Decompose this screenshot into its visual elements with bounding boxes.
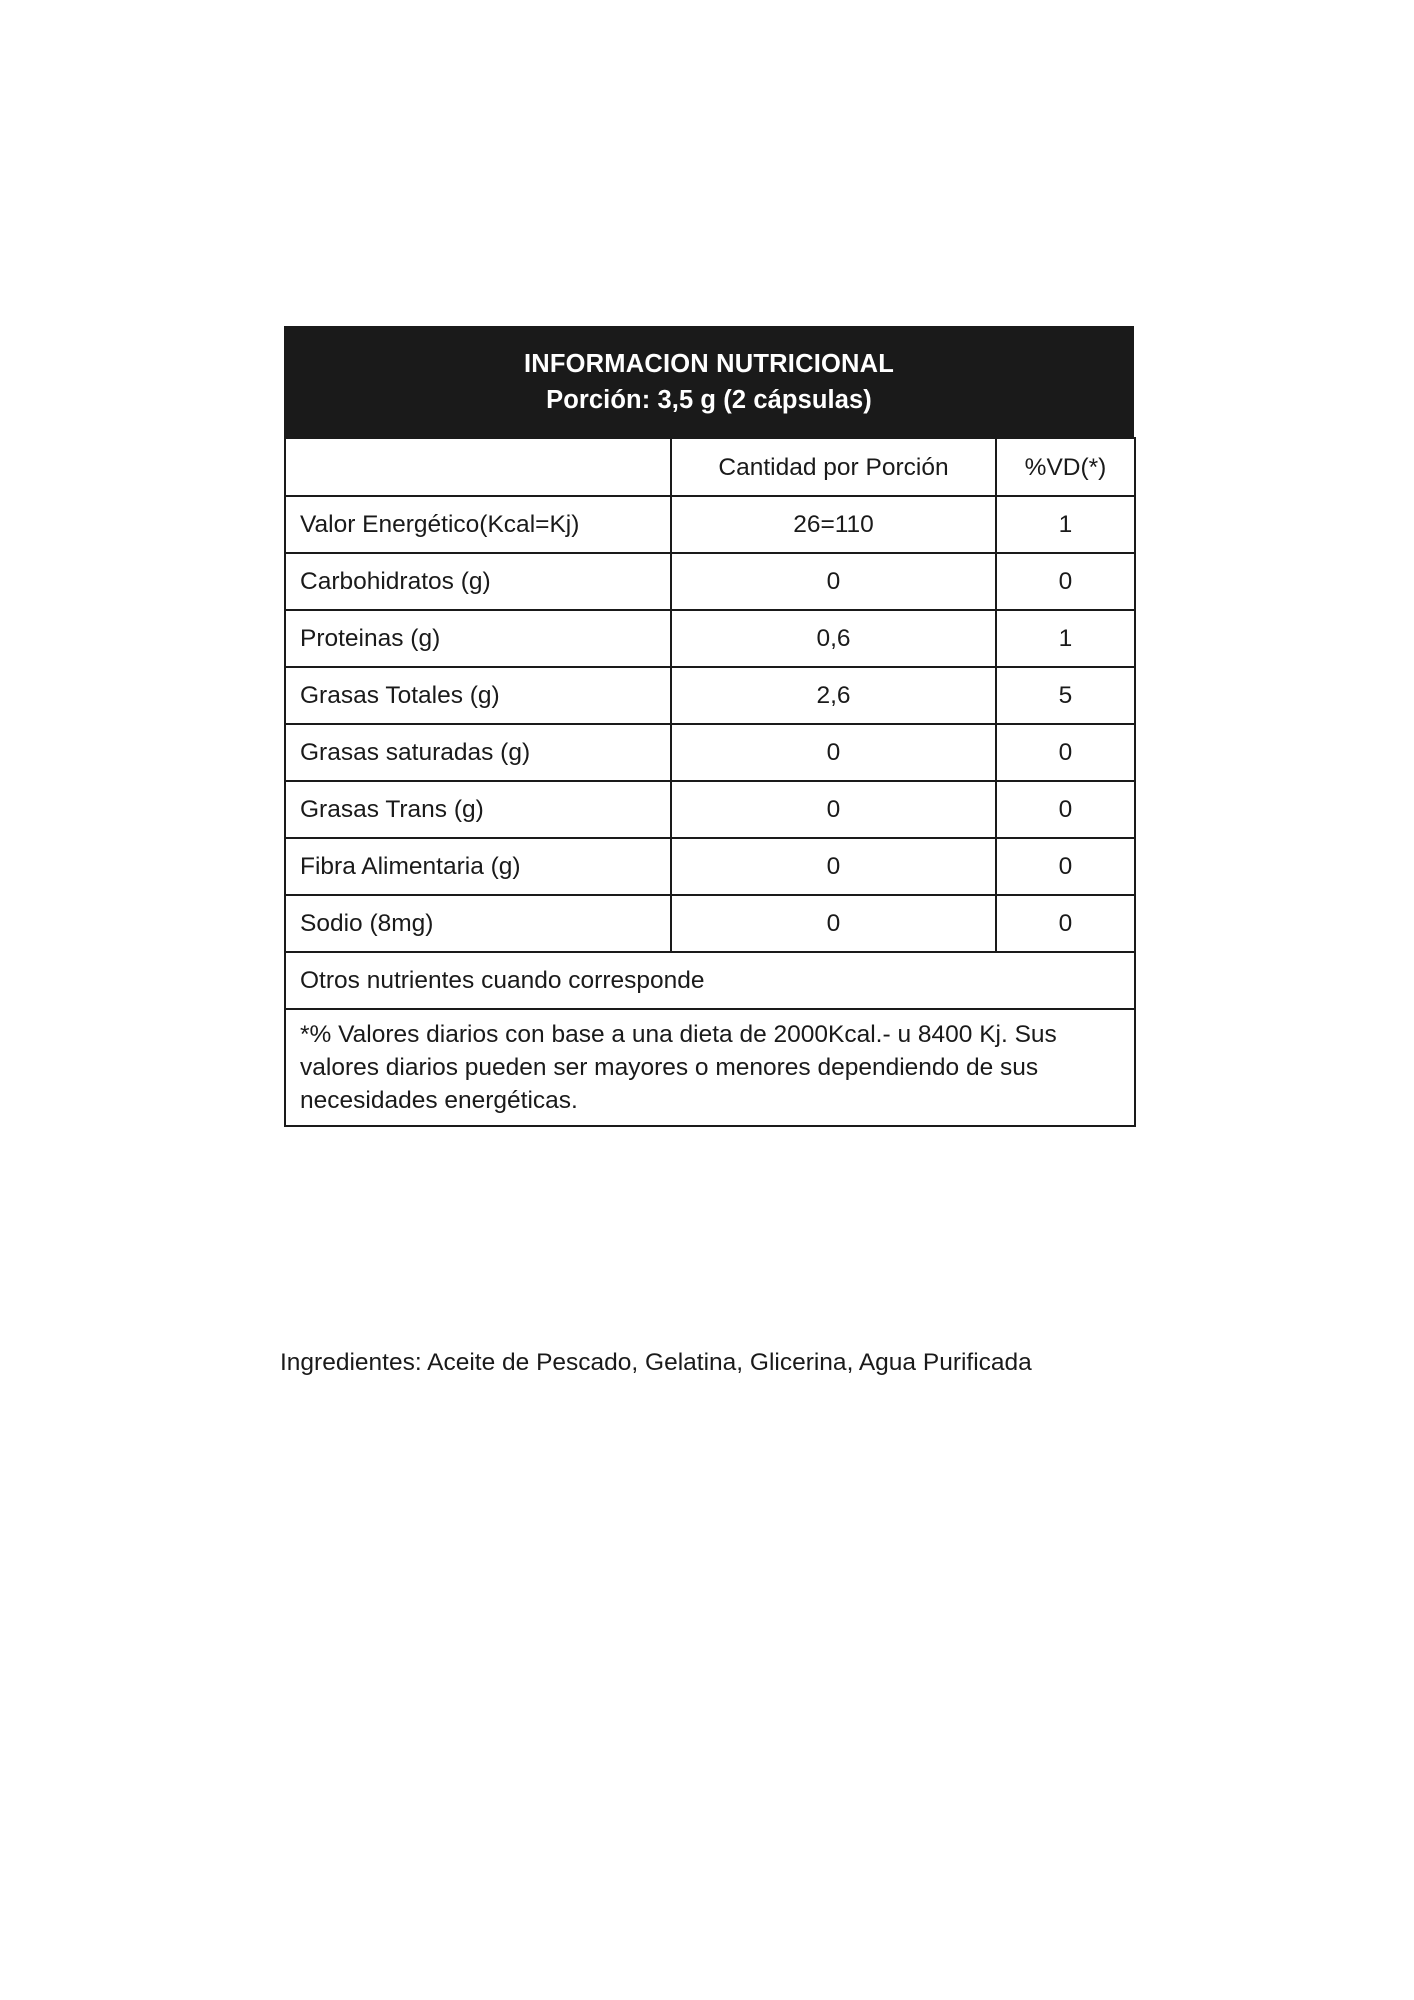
nutrient-amount: 2,6 [671, 667, 996, 724]
column-header-dv: %VD(*) [996, 438, 1135, 496]
nutrient-name: Fibra Alimentaria (g) [285, 838, 671, 895]
other-nutrients-row [285, 952, 1135, 1009]
nutrient-dv: 0 [996, 895, 1135, 952]
ingredients-text: Ingredientes: Aceite de Pescado, Gelatina, Glicerina, Agua Purificada [280, 1349, 1032, 1376]
nutrient-name: Sodio (8mg) [285, 895, 671, 952]
nutrient-name: Grasas Totales (g) [285, 667, 671, 724]
daily-value-footnote: *% Valores diarios con base a una dieta de 2000Kcal.- u 8400 Kj. Sus valores diarios pueden ser mayores o menores dependiendo de sus necesidades energéticas. [285, 1009, 1135, 1126]
footnote-row [285, 1009, 1135, 1126]
nutrient-amount: 0 [671, 553, 996, 610]
nutrient-name: Grasas Trans (g) [285, 781, 671, 838]
nutrient-amount: 0 [671, 781, 996, 838]
nutrient-amount: 0 [671, 724, 996, 781]
nutrition-label-header [284, 326, 1134, 437]
table-row [285, 781, 1135, 838]
nutrient-dv: 0 [996, 553, 1135, 610]
other-nutrients-note: Otros nutrientes cuando corresponde [285, 952, 1135, 1009]
nutrient-dv: 0 [996, 724, 1135, 781]
nutrient-name: Carbohidratos (g) [285, 553, 671, 610]
table-row [285, 610, 1135, 667]
nutrient-dv: 1 [996, 496, 1135, 553]
table-row [285, 667, 1135, 724]
table-header-row [285, 438, 1135, 496]
table-row [285, 553, 1135, 610]
table-row [285, 838, 1135, 895]
column-header-nutrient [285, 438, 671, 496]
column-header-amount: Cantidad por Porción [671, 438, 996, 496]
nutrient-name: Valor Energético(Kcal=Kj) [285, 496, 671, 553]
nutrient-amount: 26=110 [671, 496, 996, 553]
nutrition-table [284, 437, 1136, 1127]
nutrient-dv: 0 [996, 781, 1135, 838]
nutrient-dv: 1 [996, 610, 1135, 667]
table-row [285, 724, 1135, 781]
nutrient-dv: 5 [996, 667, 1135, 724]
nutrient-dv: 0 [996, 838, 1135, 895]
serving-size-text: Porción: 3,5 g (2 cápsulas) [546, 386, 872, 415]
nutrient-amount: 0 [671, 838, 996, 895]
table-row [285, 496, 1135, 553]
nutrient-amount: 0,6 [671, 610, 996, 667]
nutrient-name: Proteinas (g) [285, 610, 671, 667]
nutrition-facts-label [284, 326, 1134, 1127]
nutrient-name: Grasas saturadas (g) [285, 724, 671, 781]
table-row [285, 895, 1135, 952]
nutrition-label-title: INFORMACION NUTRICIONAL [523, 350, 895, 378]
nutrient-amount: 0 [671, 895, 996, 952]
